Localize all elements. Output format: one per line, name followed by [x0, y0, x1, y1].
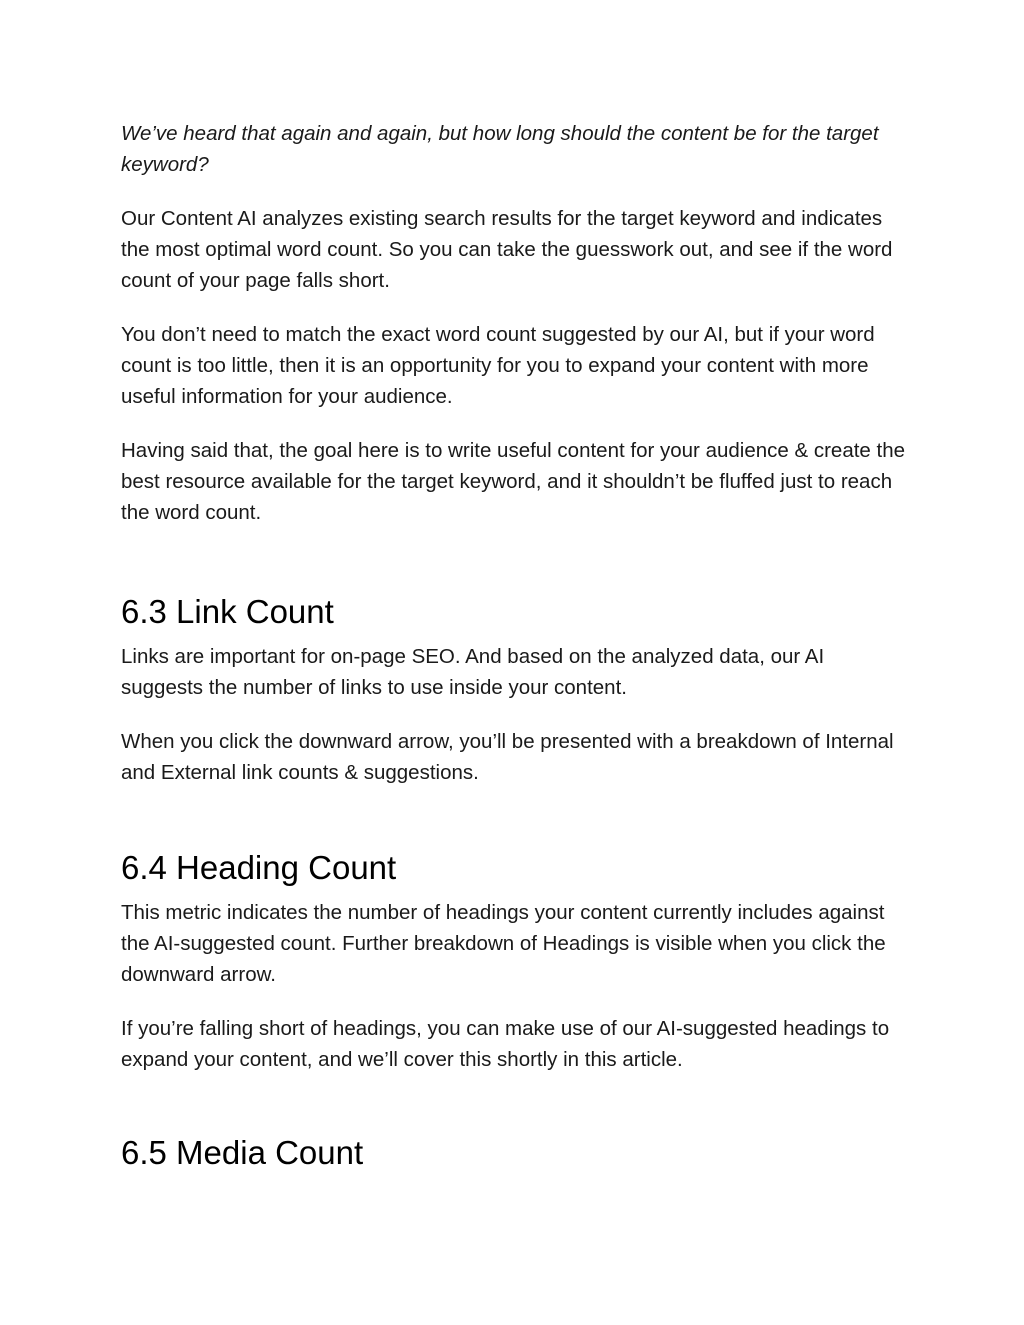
section-heading: 6.3 Link Count	[121, 593, 334, 630]
intro-paragraph: Our Content AI analyzes existing search results for the target keyword and indicates the most optimal word count. So you can take the guesswork out, and see if the word count of your page falls short.	[121, 207, 893, 292]
intro-italic-paragraph: We’ve heard that again and again, but how long should the content be for the target keyword?	[121, 122, 879, 176]
intro-paragraph: You don’t need to match the exact word count suggested by our AI, but if your word count is too little, then it is an opportunity for you to expand your content with more useful information for your audience.	[121, 323, 875, 408]
document-page	[121, 118, 911, 1182]
section-paragraph: When you click the downward arrow, you’ll be presented with a breakdown of Internal and External link counts & suggestions.	[121, 730, 894, 784]
section-heading-count	[121, 848, 911, 1075]
section-link-count	[121, 592, 911, 788]
section-media-count	[121, 1133, 911, 1173]
section-paragraph: Links are important for on-page SEO. And based on the analyzed data, our AI suggests the number of links to use inside your content.	[121, 645, 825, 699]
section-heading: 6.4 Heading Count	[121, 849, 397, 886]
section-paragraph: This metric indicates the number of headings your content currently includes against the AI-suggested count. Further breakdown of Headings is visible when you click the downward arrow.	[121, 901, 886, 986]
section-paragraph: If you’re falling short of headings, you can make use of our AI-suggested headings to expand your content, and we’ll cover this shortly in this article.	[121, 1017, 890, 1071]
section-heading: 6.5 Media Count	[121, 1134, 364, 1171]
intro-paragraph: Having said that, the goal here is to write useful content for your audience & create the best resource available for the target keyword, and it shouldn’t be fluffed just to reach the word count.	[121, 439, 906, 524]
